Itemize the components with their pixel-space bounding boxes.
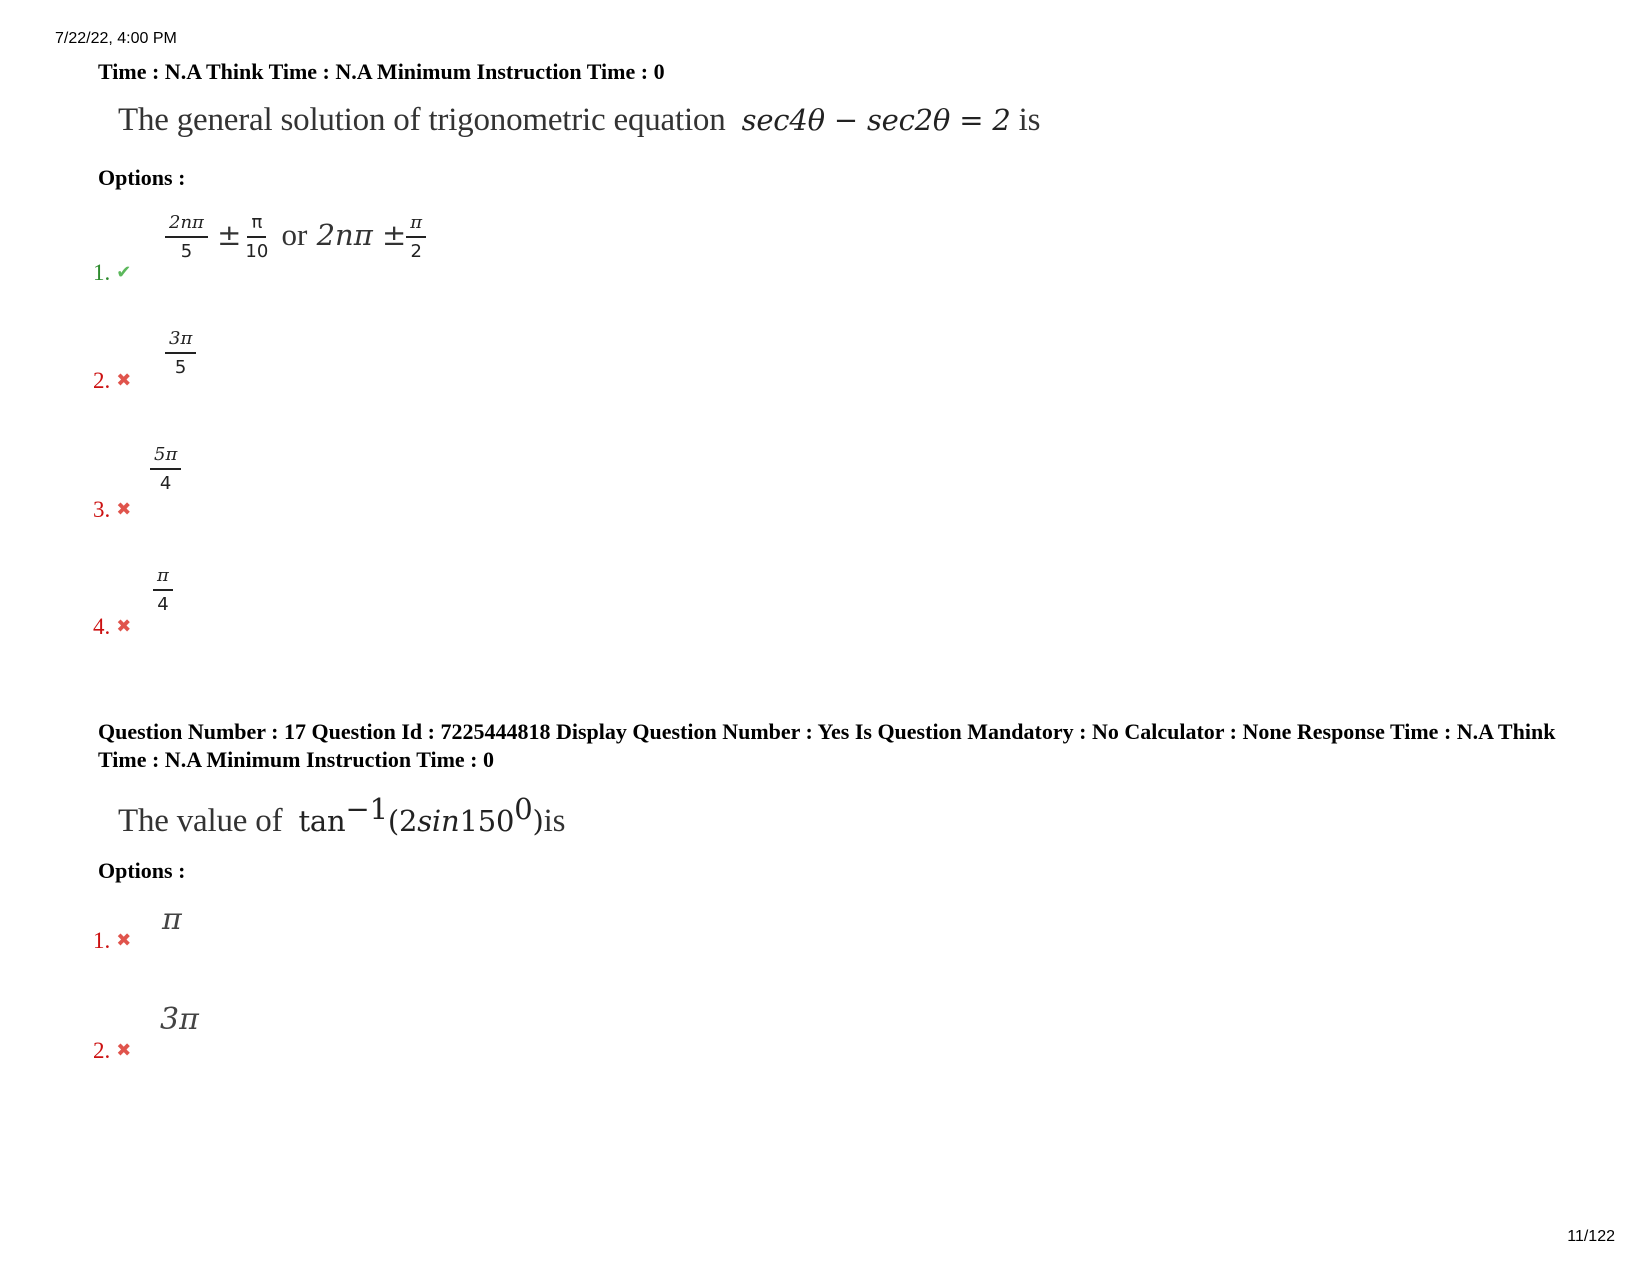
fraction: $\frac{2n\pi}{5}$ (165, 212, 208, 262)
wrong-cross-icon: ✖ (116, 1040, 132, 1061)
option-2-expression: $\frac{3\pi}{5}$ (165, 328, 196, 378)
wrong-cross-icon: ✖ (116, 370, 132, 391)
option-3-number: 3. ✖ (93, 497, 132, 522)
correct-check-icon: ✔ (116, 262, 132, 283)
option-2-number: 2. ✖ (93, 1038, 132, 1063)
option-4-expression: $\frac{\pi}{4}$ (153, 565, 173, 615)
question-text-prefix: The general solution of trigonometric equation (118, 102, 726, 138)
wrong-cross-icon: ✖ (116, 616, 132, 637)
page-number: 11/122 (1567, 1228, 1615, 1245)
option-4-number: 4. ✖ (93, 614, 132, 639)
options-label: Options : (98, 165, 186, 190)
fraction: $\frac{\pi}{2}$ (406, 212, 426, 262)
print-datetime: 7/22/22, 4:00 PM (55, 30, 177, 47)
option-1-expression: $\frac{2n\pi}{5}$ ± $\frac{\pi}{10}$ or 2nπ ± $\frac{\pi}{2}$ (165, 212, 426, 262)
option-3-expression: $\frac{5\pi}{4}$ (150, 444, 181, 494)
question-text-suffix: is (1018, 102, 1041, 138)
question-meta: Time : N.A Think Time : N.A Minimum Instruction Time : 0 (98, 59, 665, 84)
fraction: $\frac{\pi}{10}$ (245, 212, 269, 262)
wrong-cross-icon: ✖ (116, 930, 132, 951)
question-text: The value of $\tan^{-1}(2\sin 150^0)is$ (118, 792, 566, 839)
wrong-cross-icon: ✖ (116, 499, 132, 520)
question-text-prefix: The value of (118, 803, 283, 839)
options-label: Options : (98, 858, 186, 883)
question-meta: Question Number : 17 Question Id : 7225444818 Display Question Number : Yes Is Question Mandatory : No Calculator : None Response Time : N.A Think Time : N.A Minimum Instruction Time : 0 (98, 719, 1556, 772)
question-equation: sec4θ − sec2θ = 2 (741, 103, 1011, 137)
option-1-number: 1. ✔ (93, 260, 132, 285)
option-1-expression: π (162, 902, 182, 937)
option-1-number: 1. ✖ (93, 928, 132, 953)
option-2-number: 2. ✖ (93, 368, 132, 393)
option-2-expression: 3π (160, 1002, 199, 1037)
question-text (118, 102, 1040, 139)
